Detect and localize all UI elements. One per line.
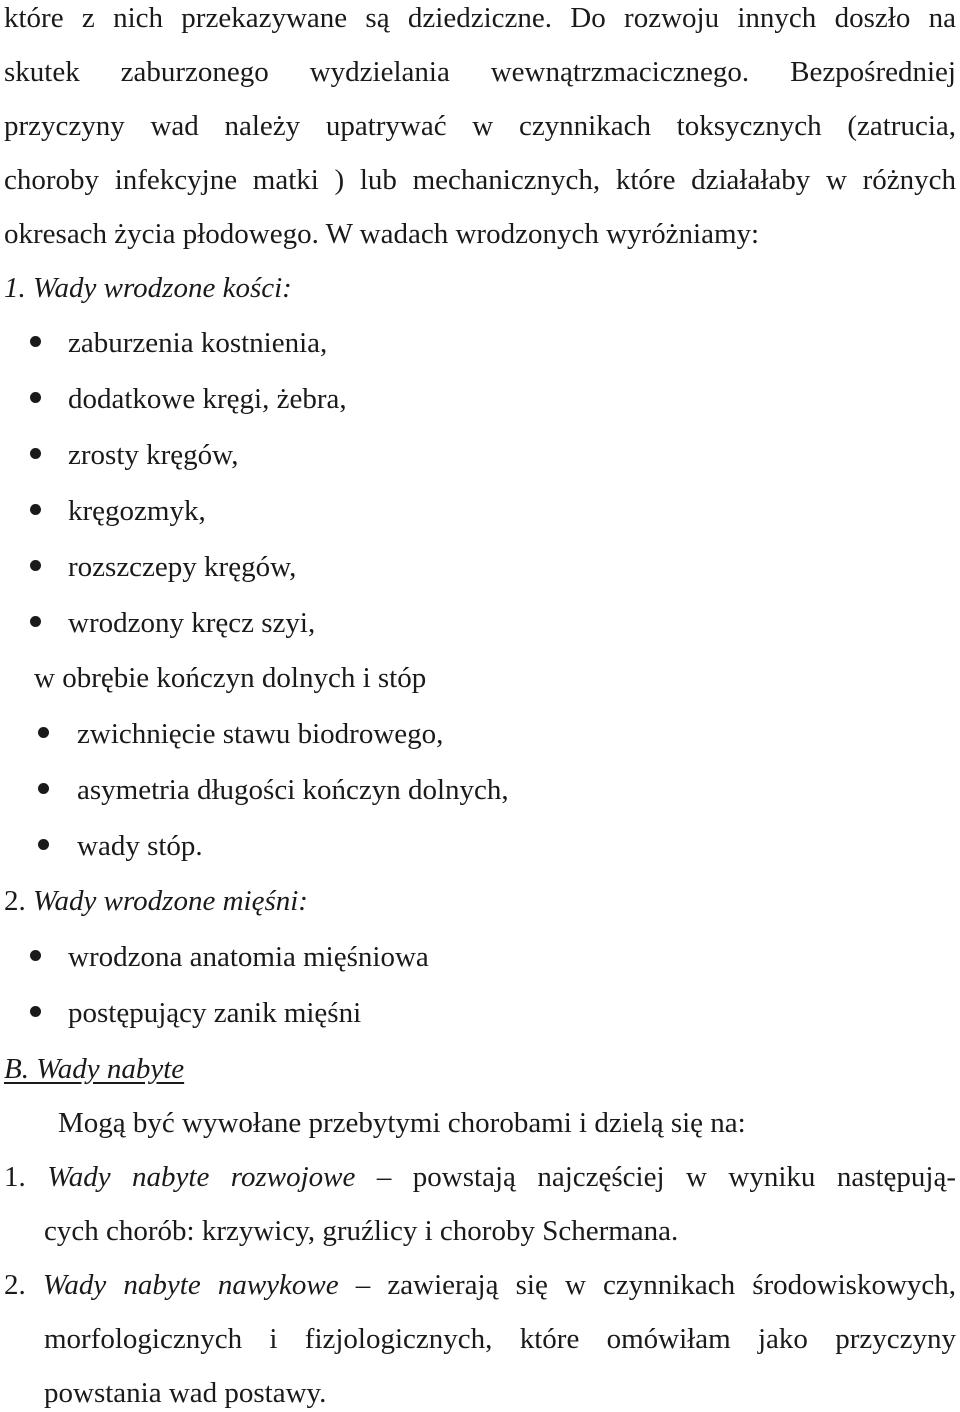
list-item: asymetria długości kończyn dolnych, (77, 774, 509, 806)
section-heading-bones: 1. Wady wrodzone kości: (4, 272, 292, 304)
bullet-icon (30, 560, 41, 571)
item-term: Wady nabyte nawykowe (42, 1269, 339, 1301)
numbered-item-line: powstania wad postawy. (44, 1377, 327, 1409)
bullet-icon (30, 616, 41, 627)
list-item: zrosty kręgów, (68, 439, 239, 471)
list-item: wrodzona anatomia mięśniowa (68, 941, 429, 973)
bullet-icon (30, 504, 41, 515)
bullet-icon (30, 448, 41, 459)
item-number: 2. (4, 1269, 26, 1301)
subsection-heading-limbs: w obrębie kończyn dolnych i stóp (34, 662, 427, 694)
paragraph-line: choroby infekcyjne matki ) lub mechanicznych, które działałaby w różnych (4, 164, 956, 196)
paragraph-line: okresach życia płodowego. W wadach wrodzonych wyróżniamy: (4, 218, 760, 250)
item-number: 1. (4, 1161, 26, 1193)
item-text: – powstają najczęściej w wyniku następują- (376, 1161, 956, 1193)
paragraph-line: które z nich przekazywane są dziedziczne. Do rozwoju innych doszło na (4, 2, 956, 34)
section-number: 2. (4, 885, 26, 917)
item-term: Wady nabyte rozwojowe (47, 1161, 356, 1193)
paragraph-line: skutek zaburzonego wydzielania wewnątrzmacicznego. Bezpośredniej (4, 56, 956, 88)
list-item: wady stóp. (77, 830, 203, 862)
list-item: wrodzony kręcz szyi, (68, 607, 316, 639)
list-item: zaburzenia kostnienia, (68, 327, 328, 359)
paragraph-line: przyczyny wad należy upatrywać w czynnikach toksycznych (zatrucia, (4, 110, 956, 142)
list-item: dodatkowe kręgi, żebra, (68, 383, 347, 415)
bullet-icon (30, 950, 41, 961)
list-item: zwichnięcie stawu biodrowego, (77, 718, 444, 750)
bullet-icon (38, 839, 49, 850)
bullet-icon (30, 336, 41, 347)
section-title: Wady wrodzone mięśni: (33, 885, 308, 917)
item-text: – zawierają się w czynnikach środowiskowych, (355, 1269, 957, 1301)
numbered-item-line: cych chorób: krzywicy, gruźlicy i choroby Schermana. (44, 1215, 679, 1247)
bullet-icon (30, 392, 41, 403)
list-item: postępujący zanik mięśni (68, 997, 362, 1029)
bullet-icon (38, 727, 49, 738)
numbered-item-line (4, 1163, 956, 1192)
list-item: kręgozmyk, (68, 495, 206, 527)
bullet-icon (38, 783, 49, 794)
section-heading-acquired: B. Wady nabyte (4, 1053, 185, 1085)
section-intro: Mogą być wywołane przebytymi chorobami i dzielą się na: (58, 1107, 746, 1139)
numbered-item-line (4, 1271, 956, 1300)
numbered-item-line: morfologicznych i fizjologicznych, które omówiłam jako przyczyny (44, 1323, 956, 1355)
section-heading-muscles (4, 887, 308, 916)
bullet-icon (30, 1006, 41, 1017)
list-item: rozszczepy kręgów, (68, 551, 297, 583)
